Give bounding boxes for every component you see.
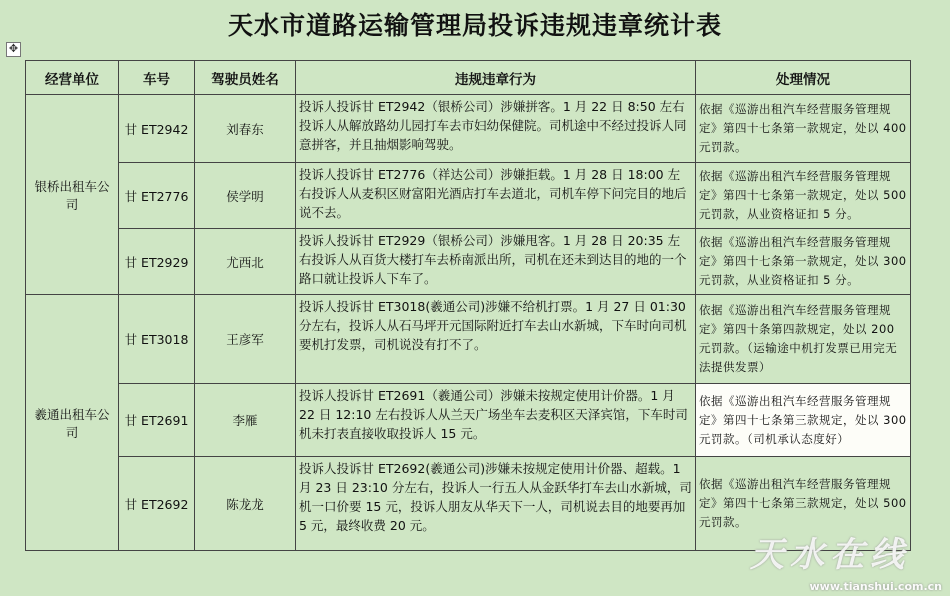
handling-cell: 依据《巡游出租汽车经营服务管理规定》第四十七条第一款规定，处以 400 元罚款。 bbox=[696, 95, 911, 163]
plate-cell: 甘 ET2929 bbox=[119, 229, 195, 295]
handling-cell: 依据《巡游出租汽车经营服务管理规定》第四十七条第一款规定，处以 300 元罚款，从业资格证扣 5 分。 bbox=[696, 229, 911, 295]
table-row bbox=[26, 295, 911, 384]
plate-cell: 甘 ET2942 bbox=[119, 95, 195, 163]
plate-cell: 甘 ET2692 bbox=[119, 457, 195, 551]
page-title: 天水市道路运输管理局投诉违规违章统计表 bbox=[227, 11, 722, 40]
violation-cell: 投诉人投诉甘 ET2691（羲通公司）涉嫌未按规定使用计价器。1 月 22 日 12:10 左右投诉人从兰天广场坐车去麦积区天泽宾馆，下车时司机未打表直接收取投诉人 15 元。 bbox=[296, 384, 696, 457]
company-cell: 银桥出租车公司 bbox=[26, 95, 119, 295]
watermark-logo: 天水在线 bbox=[750, 535, 910, 575]
table-row bbox=[26, 163, 911, 229]
header-violation: 违规违章行为 bbox=[296, 61, 696, 95]
table-header-row bbox=[26, 61, 911, 95]
driver-cell: 刘春东 bbox=[195, 95, 296, 163]
plate-cell: 甘 ET2776 bbox=[119, 163, 195, 229]
driver-cell: 李雁 bbox=[195, 384, 296, 457]
table-row bbox=[26, 95, 911, 163]
handling-cell: 依据《巡游出租汽车经营服务管理规定》第四十七条第三款规定，处以 300 元罚款。（司机承认态度好） bbox=[696, 384, 911, 457]
plate-cell: 甘 ET3018 bbox=[119, 295, 195, 384]
watermark-url: www.tianshui.com.cn bbox=[809, 580, 942, 593]
header-handling: 处理情况 bbox=[696, 61, 911, 95]
violation-cell: 投诉人投诉甘 ET3018(羲通公司)涉嫌不给机打票。1 月 27 日 01:30 分左右，投诉人从石马坪开元国际附近打车去山水新城，下车时向司机要机打发票，司机说没有打不了。 bbox=[296, 295, 696, 384]
violation-cell: 投诉人投诉甘 ET2942（银桥公司）涉嫌拼客。1 月 22 日 8:50 左右投诉人从解放路幼儿园打车去市妇幼保健院。司机途中不经过投诉人同意拼客，并且抽烟影响驾驶。 bbox=[296, 95, 696, 163]
driver-cell: 王彦军 bbox=[195, 295, 296, 384]
violation-cell: 投诉人投诉甘 ET2929（银桥公司）涉嫌甩客。1 月 28 日 20:35 左右投诉人从百货大楼打车去桥南派出所，司机在还未到达目的地的一个路口就让投诉人下车了。 bbox=[296, 229, 696, 295]
handling-cell: 依据《巡游出租汽车经营服务管理规定》第四十条第四款规定，处以 200 元罚款。（运输途中机打发票已用完无法提供发票） bbox=[696, 295, 911, 384]
violation-table bbox=[25, 60, 911, 551]
driver-cell: 尤西北 bbox=[195, 229, 296, 295]
plate-cell: 甘 ET2691 bbox=[119, 384, 195, 457]
driver-cell: 陈龙龙 bbox=[195, 457, 296, 551]
table-move-handle-icon[interactable]: ✥ bbox=[6, 42, 21, 57]
violation-cell: 投诉人投诉甘 ET2692(羲通公司)涉嫌未按规定使用计价器、超载。1 月 23 日 23:10 分左右，投诉人一行五人从金跃华打车去山水新城，司机一口价要 15 元，投诉人朋友从华天下一人，司机说去目的地要再加 5 元，最终收费 20 元。 bbox=[296, 457, 696, 551]
company-cell: 羲通出租车公司 bbox=[26, 295, 119, 551]
handling-cell: 依据《巡游出租汽车经营服务管理规定》第四十七条第三款规定，处以 500 元罚款。 bbox=[696, 457, 911, 551]
driver-cell: 侯学明 bbox=[195, 163, 296, 229]
header-plate: 车号 bbox=[119, 61, 195, 95]
header-company: 经营单位 bbox=[26, 61, 119, 95]
header-driver: 驾驶员姓名 bbox=[195, 61, 296, 95]
table-row bbox=[26, 384, 911, 457]
handling-cell: 依据《巡游出租汽车经营服务管理规定》第四十七条第一款规定，处以 500 元罚款，从业资格证扣 5 分。 bbox=[696, 163, 911, 229]
violation-cell: 投诉人投诉甘 ET2776（祥达公司）涉嫌拒载。1 月 28 日 18:00 左右投诉人从麦积区财富阳光酒店打车去道北，司机车停下问完目的地后说不去。 bbox=[296, 163, 696, 229]
table-row bbox=[26, 229, 911, 295]
